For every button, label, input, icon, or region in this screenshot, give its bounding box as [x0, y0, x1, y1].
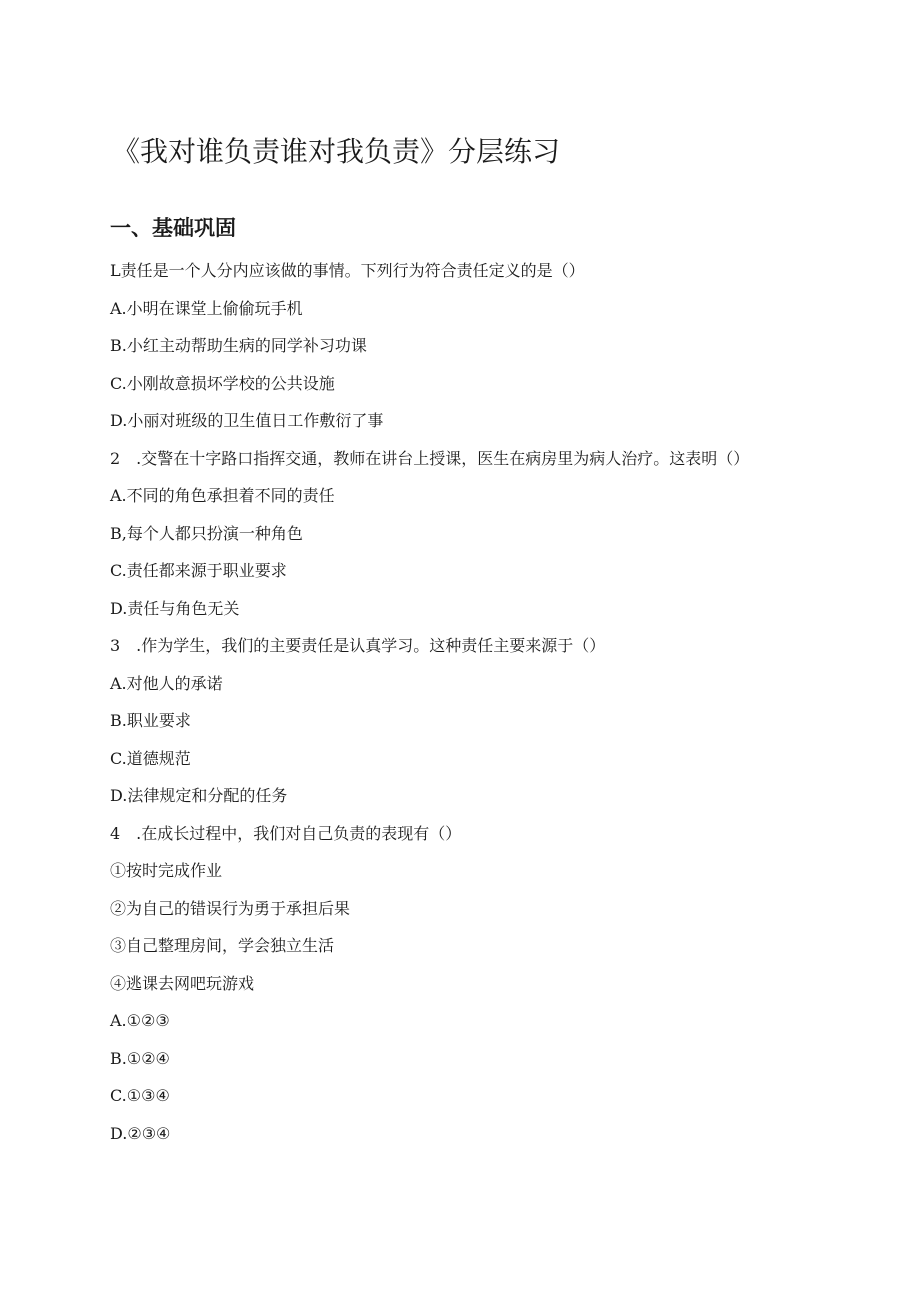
- question-4-statement-1: ①按时完成作业: [110, 861, 223, 880]
- question-1-option-a: A.小明在课堂上偷偷玩手机: [110, 298, 303, 318]
- question-4-option-a: A.①②③: [110, 1011, 170, 1030]
- question-1-option-d: D.小丽对班级的卫生值日工作敷衍了事: [110, 411, 384, 430]
- question-4-option-c: C.①③④: [110, 1086, 170, 1105]
- question-3-option-d: D.法律规定和分配的任务: [110, 786, 288, 805]
- question-4-stem: 4 .在成长过程中，我们对自己负责的表现有（）: [110, 823, 462, 843]
- question-4-statement-4: ④逃课去网吧玩游戏: [110, 973, 255, 993]
- question-3-option-a: A.对他人的承诺: [110, 673, 223, 693]
- question-3-stem: 3 .作为学生，我们的主要责任是认真学习。这种责任主要来源于（）: [110, 636, 606, 655]
- question-3-option-b: B.职业要求: [110, 711, 191, 730]
- question-4-option-d: D.②③④: [110, 1123, 171, 1143]
- question-2-option-a: A.不同的角色承担着不同的责任: [110, 486, 335, 505]
- question-4-statement-3: ③自己整理房间，学会独立生活: [110, 936, 335, 955]
- question-2-stem: 2 .交警在十字路口指挥交通，教师在讲台上授课，医生在病房里为病人治疗。这表明（）: [110, 448, 750, 468]
- question-1-stem: L责任是一个人分内应该做的事情。下列行为符合责任定义的是（）: [110, 261, 585, 280]
- question-3-option-c: C.道德规范: [110, 748, 191, 768]
- question-4-statement-2: ②为自己的错误行为勇于承担后果: [110, 898, 351, 918]
- question-2-option-d: D.责任与角色无关: [110, 598, 240, 618]
- question-2-option-b: B,每个人都只扮演一种角色: [110, 523, 303, 543]
- page-title: 《我对谁负责谁对我负责》分层练习: [112, 135, 561, 168]
- question-4-option-b: B.①②④: [110, 1048, 170, 1068]
- question-list: [110, 252, 890, 1152]
- question-2-option-c: C.责任都来源于职业要求: [110, 561, 287, 580]
- section-heading: 一、基础巩固: [110, 216, 236, 240]
- question-1-option-c: C.小刚故意损坏学校的公共设施: [110, 373, 335, 393]
- question-1-option-b: B.小红主动帮助生病的同学补习功课: [110, 336, 367, 355]
